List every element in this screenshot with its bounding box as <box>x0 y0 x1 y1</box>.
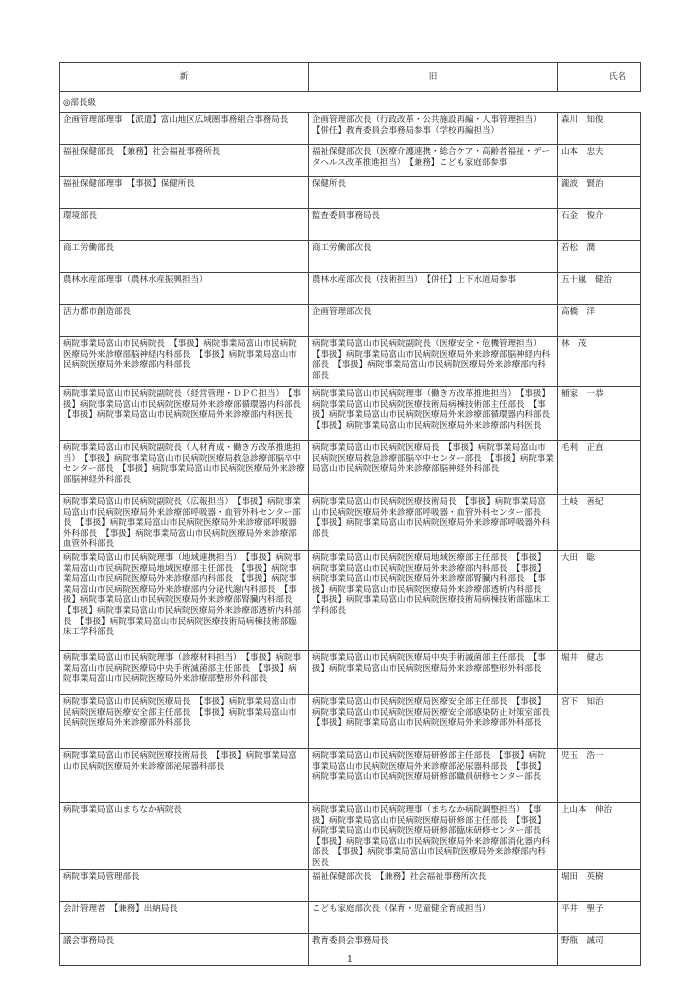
table-row <box>60 550 641 650</box>
cell-name: 若松 潤 <box>558 241 641 273</box>
cell-new: 会計管理者 【兼務】出納局長 <box>60 901 309 933</box>
cell-old: 企画管理部次長 <box>309 305 558 337</box>
cell-new: 福祉保健部長 【兼務】社会福祉事務所長 <box>60 145 309 177</box>
cell-old: 企画管理部次長（行政改革・公共施設再編・人事管理担当） 【併任】教育委員会事務局参事（学校再編担当） <box>309 113 558 145</box>
cell-old: 病院事業局富山市民病院医療局長 【事扱】病院事業局富山市民病院医療局救急診療部脳卒中センター部長 【事扱】病院事業局富山市民病院医療局外来診療部脳神経外科部長 <box>309 441 558 495</box>
section-row <box>60 92 641 113</box>
table-row <box>60 441 641 495</box>
header-old: 旧 <box>309 63 558 92</box>
cell-new: 活力都市創造部長 <box>60 305 309 337</box>
cell-old: 病院事業局富山市民病院医療局医療安全部主任部長 【事扱】病院事業局富山市民病院医療局医療安全部感染防止対策室部長 【事扱】病院事業局富山市民病院医療局外来診療部外科部長 <box>309 694 558 748</box>
cell-name: 桶家 一恭 <box>558 387 641 441</box>
cell-old: こども家庭部次長（保育・児童健全育成担当） <box>309 901 558 933</box>
cell-new: 病院事業局富山市民病院副院長（広報担当） 【事扱】病院事業局富山市民病院医療局外来診療部呼吸器・血管外科センター部長 【事扱】病院事業局富山市民病院医療局外来診療部呼吸器外科部長 【事扱】病院事業局富山市民病院医療局外来診療部血管外科部長 <box>60 495 309 551</box>
table-row <box>60 901 641 933</box>
header-name: 氏名 <box>558 63 641 92</box>
cell-name: 森川 知俊 <box>558 113 641 145</box>
cell-new: 病院事業局富山市民病院副院長（経営管理・ＤＰＣ担当） 【事扱】病院事業局富山市民病院医療局外来診療部循環器内科部長 【事扱】病院事業局富山市民病院医療局外来診療部内科医長 <box>60 387 309 441</box>
table-row <box>60 387 641 441</box>
cell-name: 林 茂 <box>558 337 641 387</box>
section-label: ◎部長級 <box>60 92 641 113</box>
cell-old: 監査委員事務局長 <box>309 209 558 241</box>
cell-name: 児玉 浩一 <box>558 748 641 802</box>
cell-old: 教育委員会事務局長 <box>309 933 558 965</box>
cell-name: 高橋 洋 <box>558 305 641 337</box>
cell-name: 平井 聖子 <box>558 901 641 933</box>
cell-name: 野甁 誠司 <box>558 933 641 965</box>
cell-new: 病院事業局富山まちなか病院長 <box>60 802 309 869</box>
cell-name: 瀧波 賢治 <box>558 177 641 209</box>
cell-new: 病院事業局富山市民病院副院長（人材育成・働き方改革推進担当） 【事扱】病院事業局富山市民病院医療局救急診療部脳卒中センター部長 【事扱】病院事業局富山市民病院医療局外来診療部脳神経外科部長 <box>60 441 309 495</box>
cell-name: 山本 忠夫 <box>558 145 641 177</box>
cell-new: 商工労働部長 <box>60 241 309 273</box>
table-row <box>60 748 641 802</box>
cell-old: 病院事業局富山市民病院理事（働き方改革推進担当） 【事扱】病院事業局富山市民病院医療技術局病棟技術部主任部長 【事扱】病院事業局富山市民病院医療局外来診療部循環器内科部長 【事扱】病院事業局富山市民病院医療局外来診療部内科医長 <box>309 387 558 441</box>
cell-name: 土岐 善紀 <box>558 495 641 551</box>
cell-old: 農林水産部次長（技術担当） 【併任】上下水道局参事 <box>309 273 558 305</box>
cell-new: 病院事業局富山市民病院長 【事扱】病院事業局富山市民病院医療局外来診療部脳神経内科部長 【事扱】病院事業局富山市民病院医療局外来診療部内科部長 <box>60 337 309 387</box>
table-row <box>60 650 641 694</box>
table-row <box>60 209 641 241</box>
cell-old: 病院事業局富山市民病院医療局地域医療部主任部長 【事扱】病院事業局富山市民病院医療局外来診療部内科部長 【事扱】病院事業局富山市民病院医療局外来診療部腎臓内科部長 【事扱】病院事業局富山市民病院医療局外来診療部透析内科部長 【事扱】病院事業局富山市民病院医療技術局病棟技術部臨床工学科部長 <box>309 550 558 650</box>
cell-new: 企画管理部理事 【派遣】富山地区広域圏事務組合事務局長 <box>60 113 309 145</box>
table-row <box>60 305 641 337</box>
table-row <box>60 113 641 145</box>
cell-new: 病院事業局富山市民病院理事（診療材料担当） 【事扱】病院事業局富山市民病院医療局中央手術滅菌部主任部長 【事扱】病院事業局富山市民病院医療局外来診療部整形外科部長 <box>60 650 309 694</box>
header-new: 新 <box>60 63 309 92</box>
table-row <box>60 145 641 177</box>
cell-name: 毛利 正直 <box>558 441 641 495</box>
cell-name: 宮下 知治 <box>558 694 641 748</box>
cell-new: 病院事業局富山市民病院理事（地域連携担当） 【事扱】病院事業局富山市民病院医療局地域医療部主任部長 【事扱】病院事業局富山市民病院医療局外来診療部内科部長 【事扱】病院事業局富山市民病院医療局外来診療部内分泌代謝内科部長 【事扱】病院事業局富山市民病院医療局外来診療部腎臓内科部長 【事扱】病院事業局富山市民病院医療局外来診療部透析内科部長 【事扱】病院事業局富山市民病院医療技術局病棟技術部臨床工学科部長 <box>60 550 309 650</box>
personnel-table <box>59 62 641 966</box>
cell-old: 保健所長 <box>309 177 558 209</box>
cell-old: 病院事業局富山市民病院副院長（医療安全・危機管理担当） 【事扱】病院事業局富山市民病院医療局外来診療部脳神経内科部長 【事扱】病院事業局富山市民病院医療局外来診療部内科部長 <box>309 337 558 387</box>
cell-new: 病院事業局富山市民病院医療局長 【事扱】病院事業局富山市民病院医療局医療安全部主任部長 【事扱】病院事業局富山市民病院医療局外来診療部外科部長 <box>60 694 309 748</box>
cell-name: 堀田 英樹 <box>558 869 641 901</box>
cell-old: 福祉保健部次長（医療介護連携・総合ケア・高齢者福祉・データヘルス改革推進担当） 【兼務】こども家庭部参事 <box>309 145 558 177</box>
cell-name: 堀井 健志 <box>558 650 641 694</box>
table-row <box>60 869 641 901</box>
cell-new: 病院事業局管理部長 <box>60 869 309 901</box>
cell-old: 福祉保健部次長 【兼務】社会福祉事務所次長 <box>309 869 558 901</box>
header-row <box>60 63 641 92</box>
cell-old: 病院事業局富山市民病院理事（まちなか病院調整担当） 【事扱】病院事業局富山市民病院医療局研修部主任部長 【事扱】病院事業局富山市民病院医療局研修部臨床研修センター部長 【事扱】病院事業局富山市民病院医療局外来診療部消化器内科部長 【事扱】病院事業局富山市民病院医療局外来診療部内科医長 <box>309 802 558 869</box>
table-row <box>60 241 641 273</box>
table-row <box>60 273 641 305</box>
table-row <box>60 802 641 869</box>
cell-new: 農林水産部理事（農林水産振興担当） <box>60 273 309 305</box>
page-number: 1 <box>347 955 353 965</box>
cell-old: 病院事業局富山市民病院医療技術局長 【事扱】病院事業局富山市民病院医療局外来診療部呼吸器・血管外科センター部長 【事扱】病院事業局富山市民病院医療局外来診療部呼吸器外科部長 <box>309 495 558 551</box>
cell-new: 環境部長 <box>60 209 309 241</box>
cell-old: 病院事業局富山市民病院医療局研修部主任部長 【事扱】病院事業局富山市民病院医療局外来診療部泌尿器科部長 【事扱】病院事業局富山市民病院医療局研修部職員研修センター部長 <box>309 748 558 802</box>
cell-old: 商工労働部次長 <box>309 241 558 273</box>
cell-name: 五十嵐 健治 <box>558 273 641 305</box>
document-page <box>59 62 640 966</box>
cell-old: 病院事業局富山市民病院医療局中央手術滅菌部主任部長 【事扱】病院事業局富山市民病院医療局外来診療部整形外科部長 <box>309 650 558 694</box>
cell-new: 病院事業局富山市民病院医療技術局長 【事扱】病院事業局富山市民病院医療局外来診療部泌尿器科部長 <box>60 748 309 802</box>
table-row <box>60 495 641 551</box>
cell-name: 石金 俊介 <box>558 209 641 241</box>
table-row <box>60 177 641 209</box>
cell-name: 上山本 伸治 <box>558 802 641 869</box>
cell-new: 福祉保健部理事 【事扱】保健所長 <box>60 177 309 209</box>
table-row <box>60 337 641 387</box>
cell-new: 議会事務局長 <box>60 933 309 965</box>
table-row <box>60 694 641 748</box>
cell-name: 大田 聡 <box>558 550 641 650</box>
